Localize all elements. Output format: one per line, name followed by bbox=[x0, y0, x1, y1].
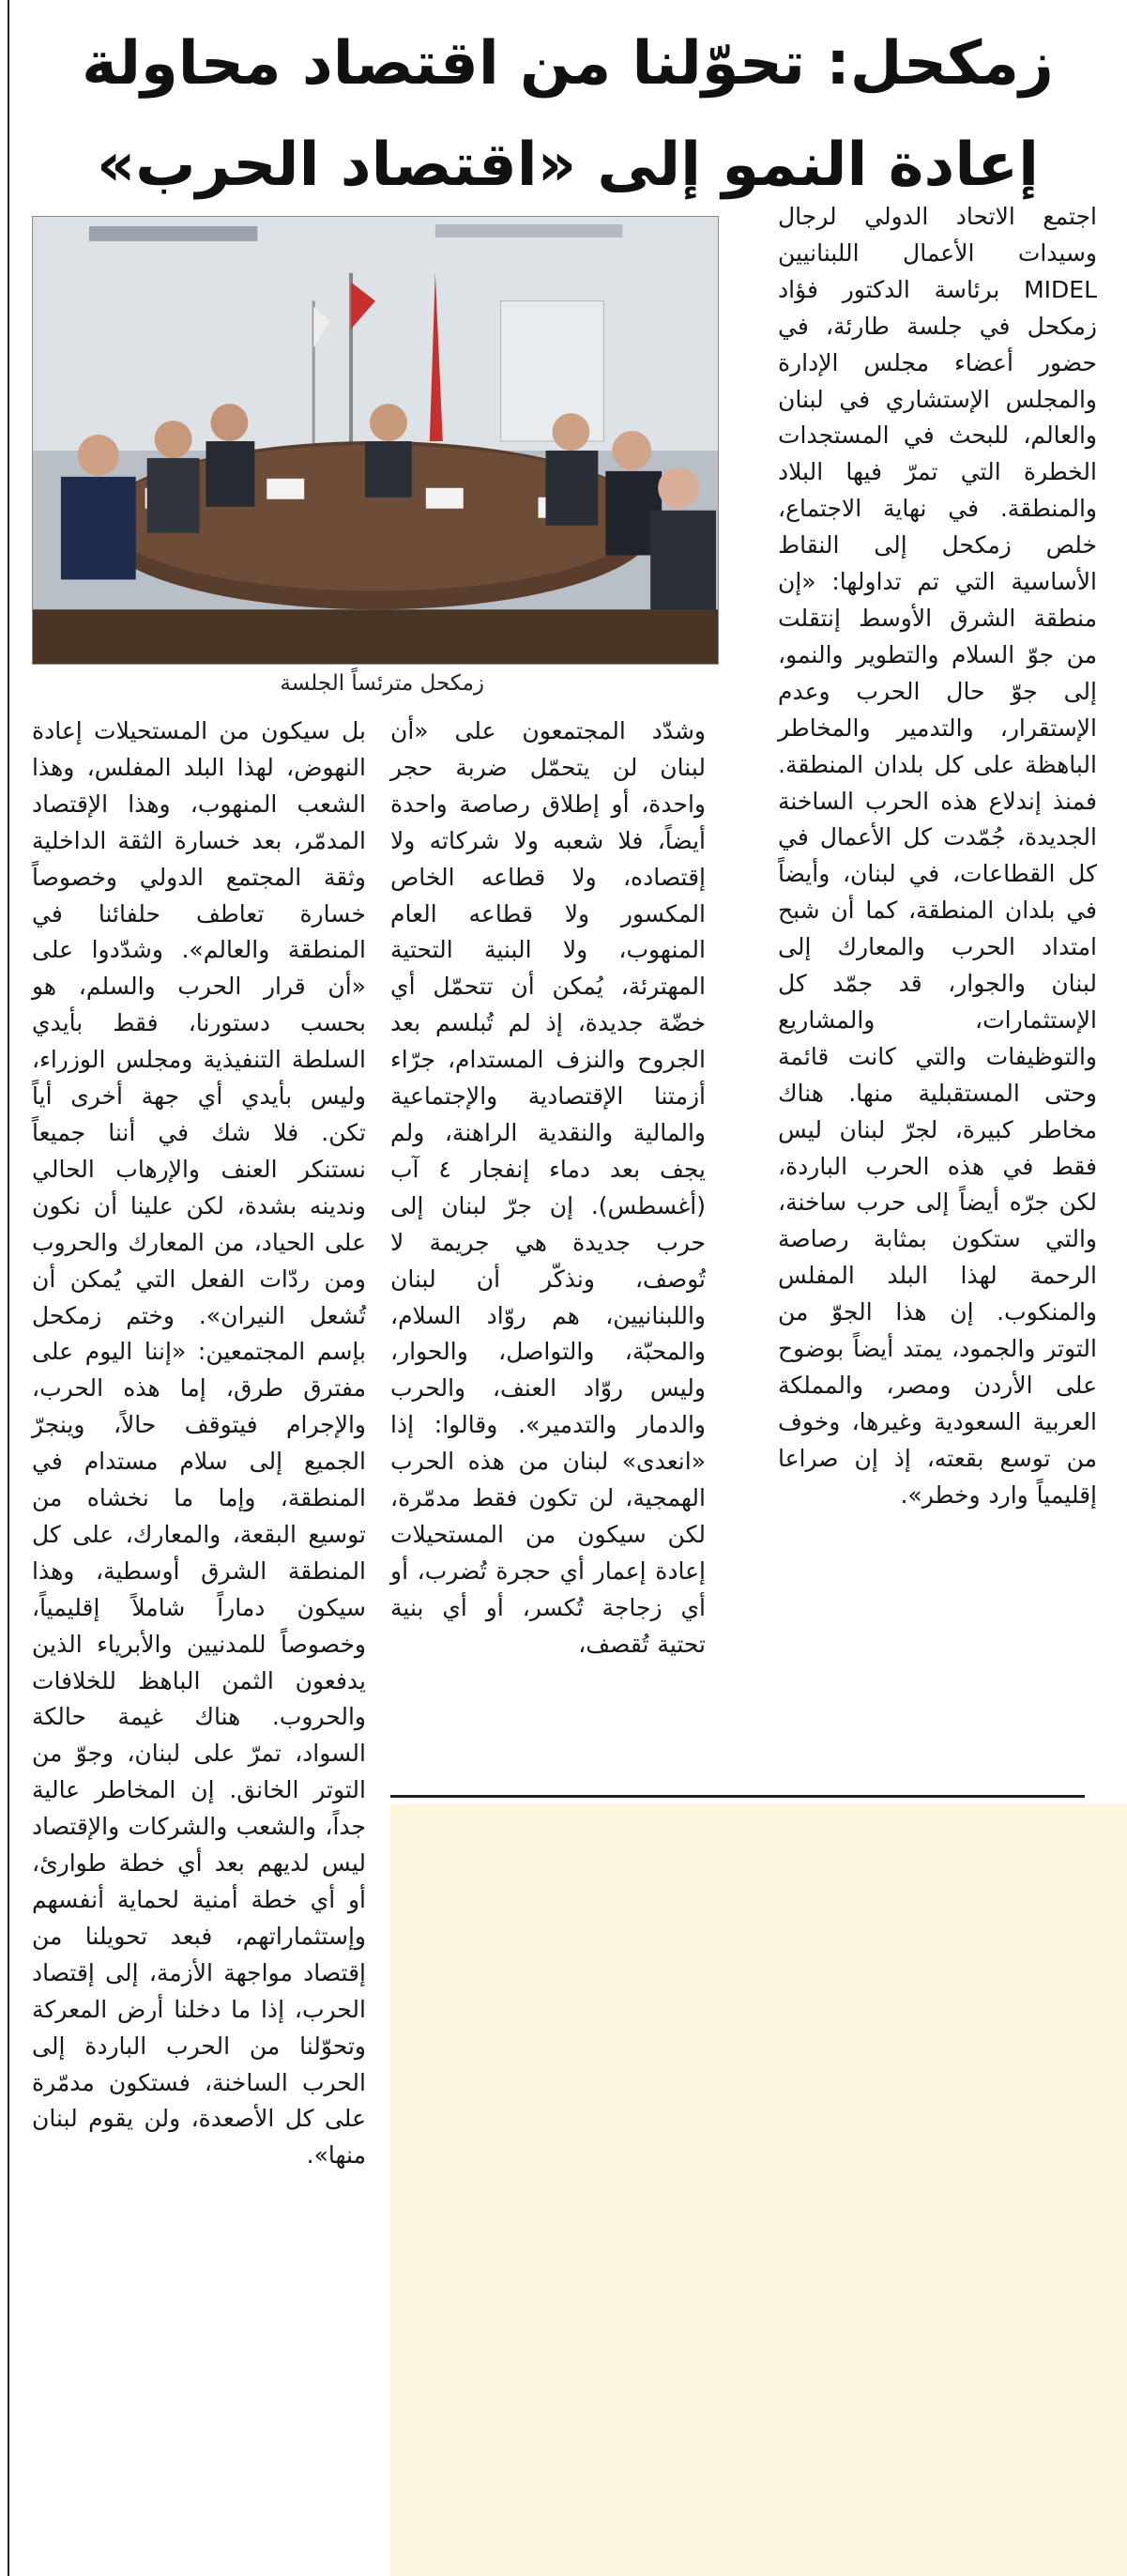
meeting-photo-illustration bbox=[33, 217, 718, 664]
column-left-text: بل سيكون من المستحيلات إعادة النهوض، لهذا البلد المفلس، وهذا الشعب المنهوب، وهذا الإقتصاد المدمّر، بعد خسارة الثقة الداخلية وثقة المجتمع الدولي وخصوصاً خسارة تعاطف حلفائنا في المنطقة والعالم». وشدّدوا على «أن قرار الحرب والسلم، هو بحسب دستورنا، فقط بأيدي السلطة التنفيذية ومجلس الوزراء، وليس بأيدي أي جهة أخرى أياً تكن. فلا شك في أننا جميعاً نستنكر العنف والإرهاب الحالي وندينه بشدة، لكن علينا أن نكون على الحياد، من المعارك والحروب ومن ردّات الفعل التي يُمكن أن تُشعل النيران». وختم زمكحل بإسم المجتمعين: «إننا اليوم على مفترق طرق، إما هذه الحرب، والإجرام فيتوقف حالاً، وينجرّ الجميع إلى سلام مستدام في المنطقة، وإما ما نخشاه من توسيع البقعة، والمعارك، على كل المنطقة الشرق أوسطية، وهذا سيكون دماراً شاملاً إقليمياً، وخصوصاً للمدنيين والأبرياء الذين يدفعون الثمن الباهظ للخلافات والحروب. هناك غيمة حالكة السواد، تمرّ على لبنان، وجوّ من التوتر الخانق. إن المخاطر عالية جداً، والشعب والشركات والإقتصاد ليس لديهم بعد أي خطة طوارئ، أو أي خطة أمنية لحماية أنفسهم وإستثماراتهم، فبعد تحويلنا من إقتصاد مواجهة الأزمة، إلى إقتصاد الحرب، إذا ما دخلنا أرض المعركة وتحوّلنا من الحرب الباردة إلى الحرب الساخنة، فستكون مدمّرة على كل الأصعدة، ولن يقوم لبنان منها». bbox=[32, 717, 366, 2170]
column-middle-text: وشدّد المجتمعون على «أن لبنان لن يتحمّل ضربة حجر واحدة، أو إطلاق رصاصة واحدة أيضاً، فلا شعبه ولا شركاته ولا إقتصاده، ولا قطاعه الخاص المكسور ولا قطاعه العام المنهوب، ولا البنية التحتية المهترئة، يُمكن أن تتحمّل أي خضّة جديدة، إذ لم تُبلسم بعد الجروح والنزف المستدام، جرّاء أزمتنا الإقتصادية والإجتماعية والمالية والنقدية الراهنة، ولم يجف بعد دماء إنفجار ٤ آب (أغسطس). إن جرّ لبنان إلى حرب جديدة هي جريمة لا تُوصف، ونذكّر أن لبنان واللبنانيين، هم روّاد السلام، والمحبّة، والتواصل، والحوار، وليس روّاد العنف، والحرب والدمار والتدمير». وقالوا: إذا «انعدى» لبنان من هذه الحرب الهمجية، لن تكون فقط مدمّرة، لكن سيكون من المستحيلات إعادة إعمار أي حجرة تُضرب، أو أي زجاجة تُكسر، أو أي بنية تحتية تُقصف، bbox=[390, 717, 706, 1658]
page-left-rule bbox=[8, 0, 9, 2576]
meeting-photo bbox=[32, 216, 719, 665]
highlight-box bbox=[390, 1804, 1127, 2576]
column-right-text: اجتمع الاتحاد الدولي لرجال وسيدات الأعمال اللبنانيين MIDEL برئاسة الدكتور فؤاد زمكحل في جلسة طارئة، في حضور أعضاء مجلس الإدارة والمجلس الإستشاري في لبنان والعالم، للبحث في المستجدات الخطرة التي تمرّ فيها البلاد والمنطقة. في نهاية الاجتماع، خلص زمكحل إلى النقاط الأساسية التي تم تداولها: «إن منطقة الشرق الأوسط إنتقلت من جوّ السلام والتطوير والنمو، إلى جوّ حال الحرب وعدم الإستقرار، والتدمير والمخاطر الباهظة على كل بلدان المنطقة. فمنذ إندلاع هذه الحرب الساخنة الجديدة، جُمّدت كل الأعمال في كل القطاعات، في لبنان، وأيضاً في بلدان المنطقة، كما أن شبح امتداد الحرب والمعارك إلى لبنان والجوار، قد جمّد كل الإستثمارات، والمشاريع والتوظيفات والتي كانت قائمة وحتى المستقبلية منها. هناك مخاطر كبيرة، لجرّ لبنان ليس فقط في هذه الحرب الباردة، لكن جرّه أيضاً إلى حرب ساخنة، والتي ستكون بمثابة رصاصة الرحمة لهذا البلد المفلس والمنكوب. إن هذا الجوّ من التوتر والجمود، يمتد أيضاً بوضوح على الأردن ومصر، والمملكة العربية السعودية وغيرها، وخوف من توسع بقعته، إذ إن صراعا إقليمياً وارد وخطر». bbox=[778, 203, 1097, 1509]
article-column-left bbox=[32, 713, 366, 2174]
photo-caption: زمكحل مترئساً الجلسة bbox=[280, 671, 484, 696]
headline-line-1: زمكحل: تحوّلنا من اقتصاد محاولة bbox=[82, 29, 1054, 99]
article-headline bbox=[38, 13, 1098, 216]
article-column-right bbox=[778, 199, 1097, 1514]
headline-line-2: إعادة النمو إلى «اقتصاد الحرب» bbox=[96, 130, 1040, 200]
article-end-rule bbox=[390, 1795, 1085, 1798]
article-column-middle bbox=[390, 713, 706, 1664]
